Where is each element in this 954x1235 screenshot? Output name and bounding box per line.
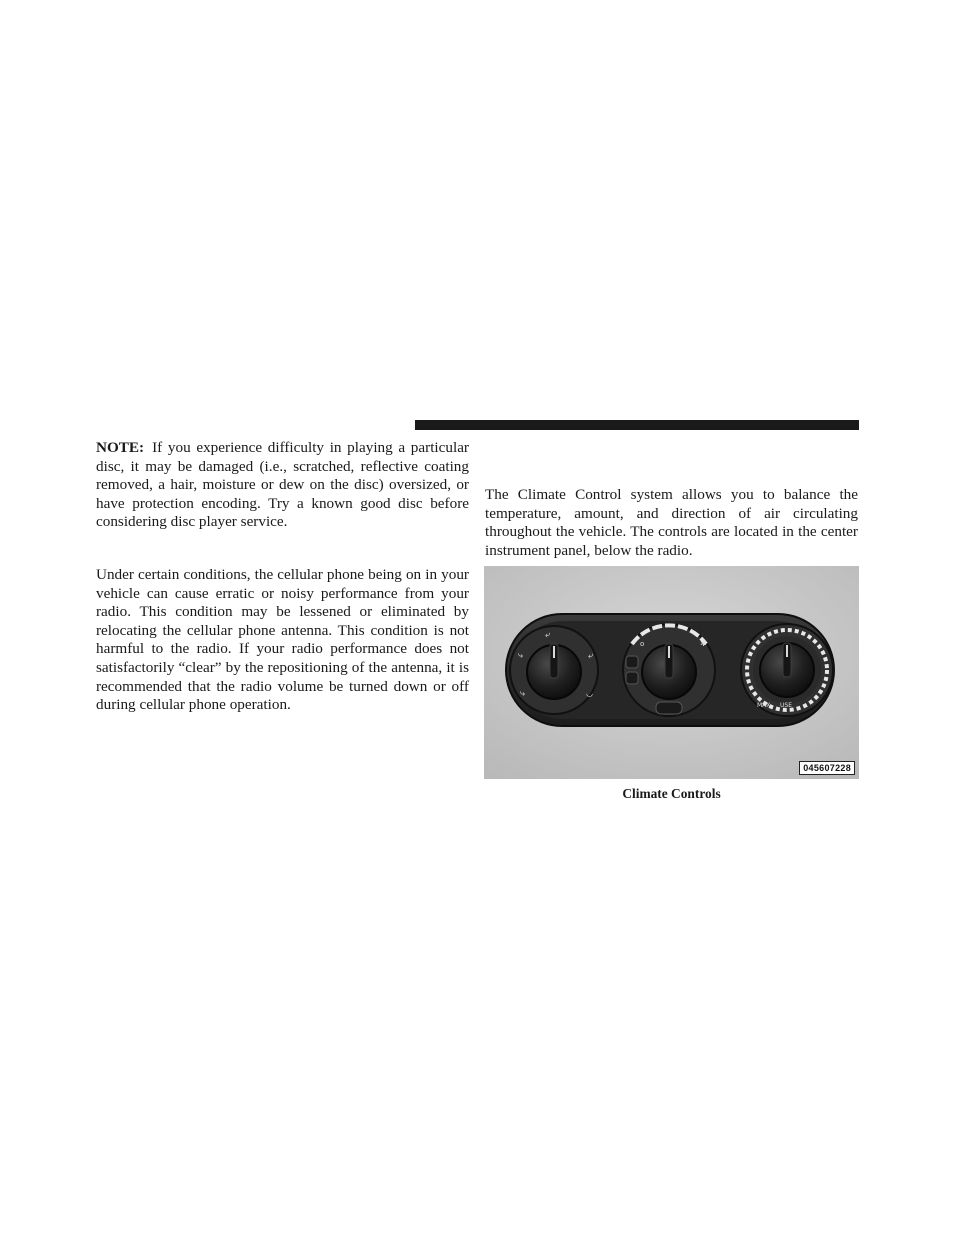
section-header-bar: [415, 420, 859, 430]
svg-text:✲: ✲: [700, 639, 707, 648]
mode-knob[interactable]: [510, 626, 598, 714]
svg-text:⤶: ⤶: [545, 630, 551, 640]
svg-text:⤷: ⤷: [520, 689, 526, 699]
note-text: If you experience difficulty in playing a particular disc, it may be damaged (i.e., scratched, reflective coating removed, a hair, moisture or dew on the disc) oversized, or have protection encoding. Try a known good disc before considering disc player service.: [96, 439, 469, 531]
blower-knob[interactable]: [623, 624, 715, 716]
figure-caption: Climate Controls: [622, 786, 721, 801]
note-paragraph: [96, 439, 469, 532]
image-code: 045607228: [799, 761, 855, 775]
use-label: USE: [780, 702, 792, 709]
temperature-knob[interactable]: [741, 624, 833, 716]
ac-button: [626, 656, 638, 668]
max-label: MAX: [757, 702, 771, 709]
cellular-paragraph: Under certain conditions, the cellular phone being on in your vehicle can cause erratic or noisy performance from your radio. This condition may be lessened or eliminated by relocating the cellular phone antenna. This condition is not harmful to the radio. If your radio performance does not satisfactorily “clear” by the repositioning of the antenna, it is recommended that the radio volume be turned down or off during cellular phone operation.: [96, 566, 469, 714]
note-label: NOTE:: [96, 439, 145, 456]
svg-text:o: o: [640, 640, 645, 648]
rear-defrost-button: [656, 702, 682, 714]
climate-controls-photo: [484, 566, 859, 779]
svg-text:⤶: ⤶: [588, 651, 594, 661]
svg-text:⤷: ⤷: [518, 651, 524, 661]
svg-text:◡: ◡: [586, 689, 593, 698]
recirc-button: [626, 672, 638, 684]
climate-intro-paragraph: The Climate Control system allows you to balance the temperature, amount, and direction of air circulating throughout the vehicle. The controls are located in the center instrument panel, below the radio.: [485, 486, 858, 559]
climate-panel-illustration: [484, 566, 859, 779]
